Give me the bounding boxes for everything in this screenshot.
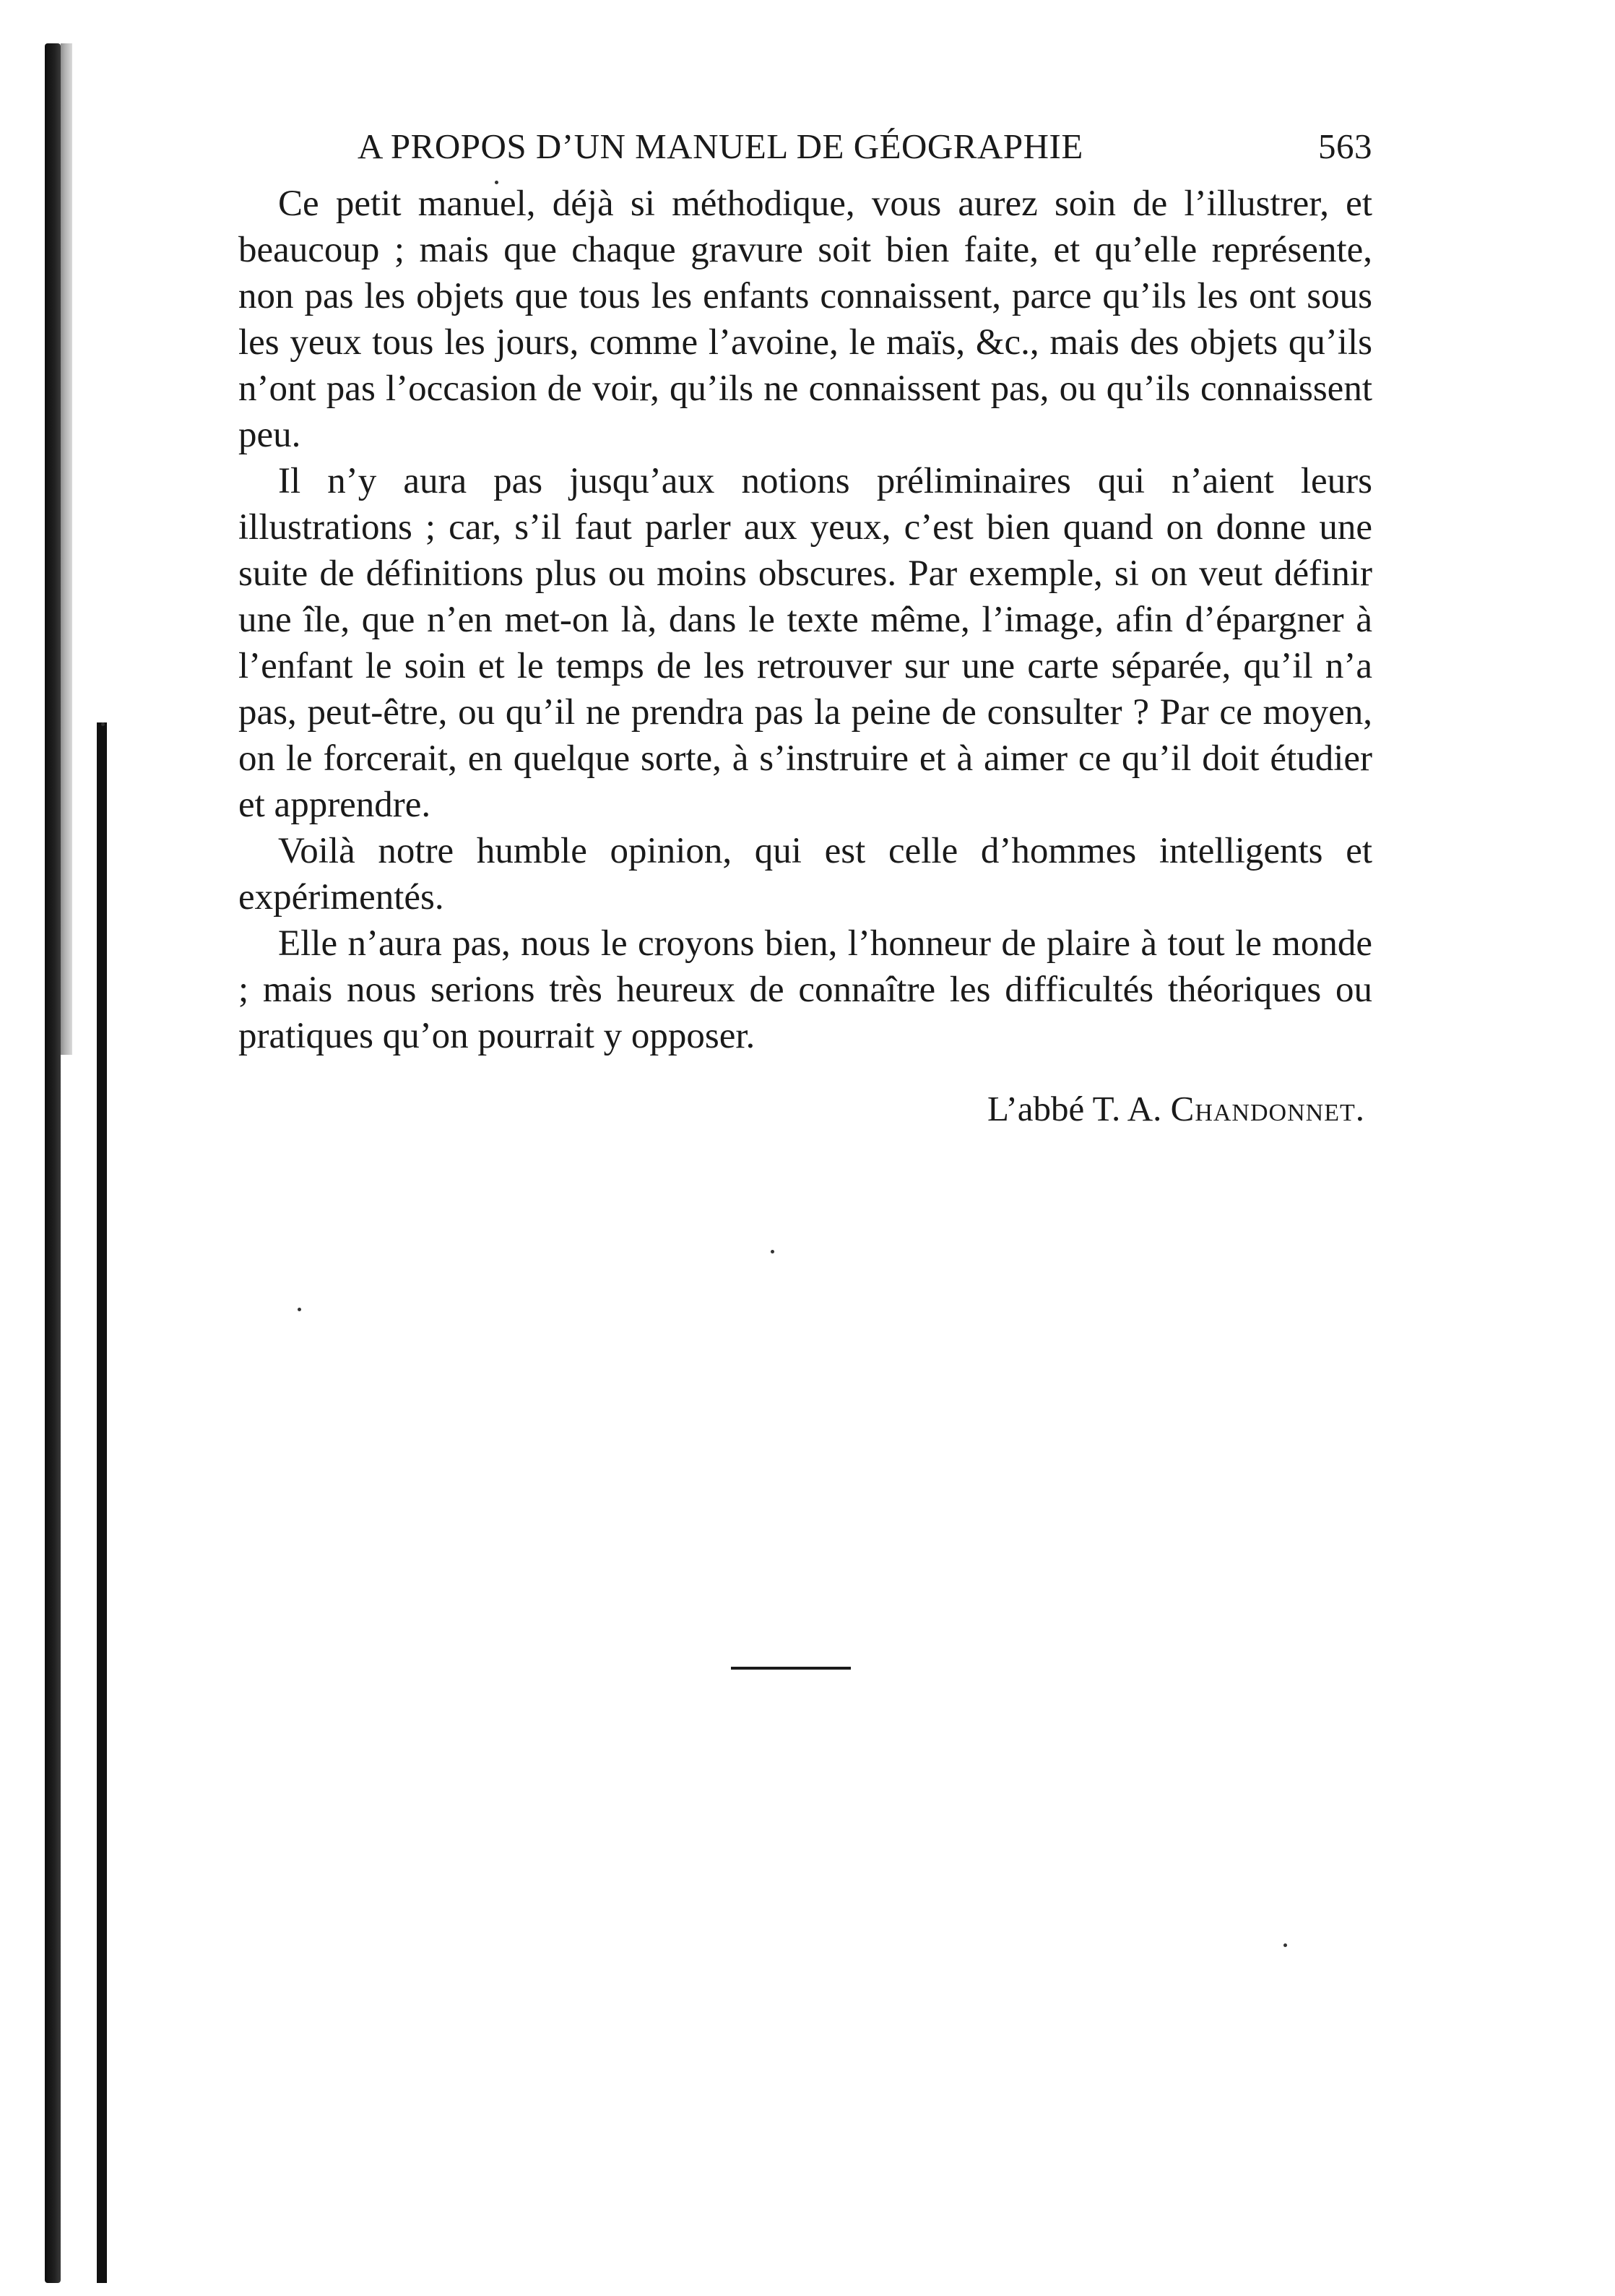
ink-speck [771,1250,774,1253]
author-signature [238,1088,1372,1129]
article-body [238,181,1372,1059]
signature-name: Chandonnet. [1170,1089,1365,1128]
page-binding-shadow [61,43,72,1055]
running-header [238,116,1372,181]
signature-prefix: L’abbé T. A. [987,1089,1162,1128]
running-title: A PROPOS D’UN MANUEL DE GÉOGRAPHIE [358,126,1083,166]
paragraph-3: Voilà notre humble opinion, qui est celle d’hommes intelligents et expérimentés. [238,831,1372,918]
paragraph-4: Elle n’aura pas, nous le croyons bien, l’honneur de plaire à tout le monde ; mais nous serions très heureux de connaître les difficultés théoriques ou pratiques qu’on pourrait y opposer. [238,923,1372,1056]
paragraph-1: Ce petit manuel, déjà si méthodique, vous aurez soin de l’illustrer, et beaucoup ; mais que chaque gravure soit bien faite, et qu’elle représente, non pas les objets que tous les enfants connaissent, parce qu’ils les ont sous les yeux tous les jours, comme l’avoine, le maïs, &c., mais des objets qu’ils n’ont pas l’occasion de voir, qu’ils ne connaissent pas, ou qu’ils connaissent peu. [238,184,1372,455]
ink-speck [101,722,105,726]
end-of-article-rule [731,1667,851,1670]
ink-speck [298,1308,301,1311]
ink-speck [1283,1943,1287,1947]
page-number: 563 [1318,126,1372,166]
page-binding-inner-edge [97,722,107,2283]
page-binding-edge [45,43,61,2283]
book-page [238,116,1372,1129]
paragraph-2: Il n’y aura pas jusqu’aux notions préliminaires qui n’aient leurs illustrations ; car, s’il faut parler aux yeux, c’est bien quand on donne une suite de définitions plus ou moins obscures. Par exemple, si on veut définir une île, que n’en met-on là, dans le texte même, l’image, afin d’épargner à l’enfant le soin et le temps de les retrouver sur une carte séparée, qu’il n’a pas, peut-être, ou qu’il ne prendra pas la peine de consulter ? Par ce moyen, on le forcerait, en quelque sorte, à s’instruire et à aimer ce qu’il doit étudier et apprendre. [238,461,1372,825]
